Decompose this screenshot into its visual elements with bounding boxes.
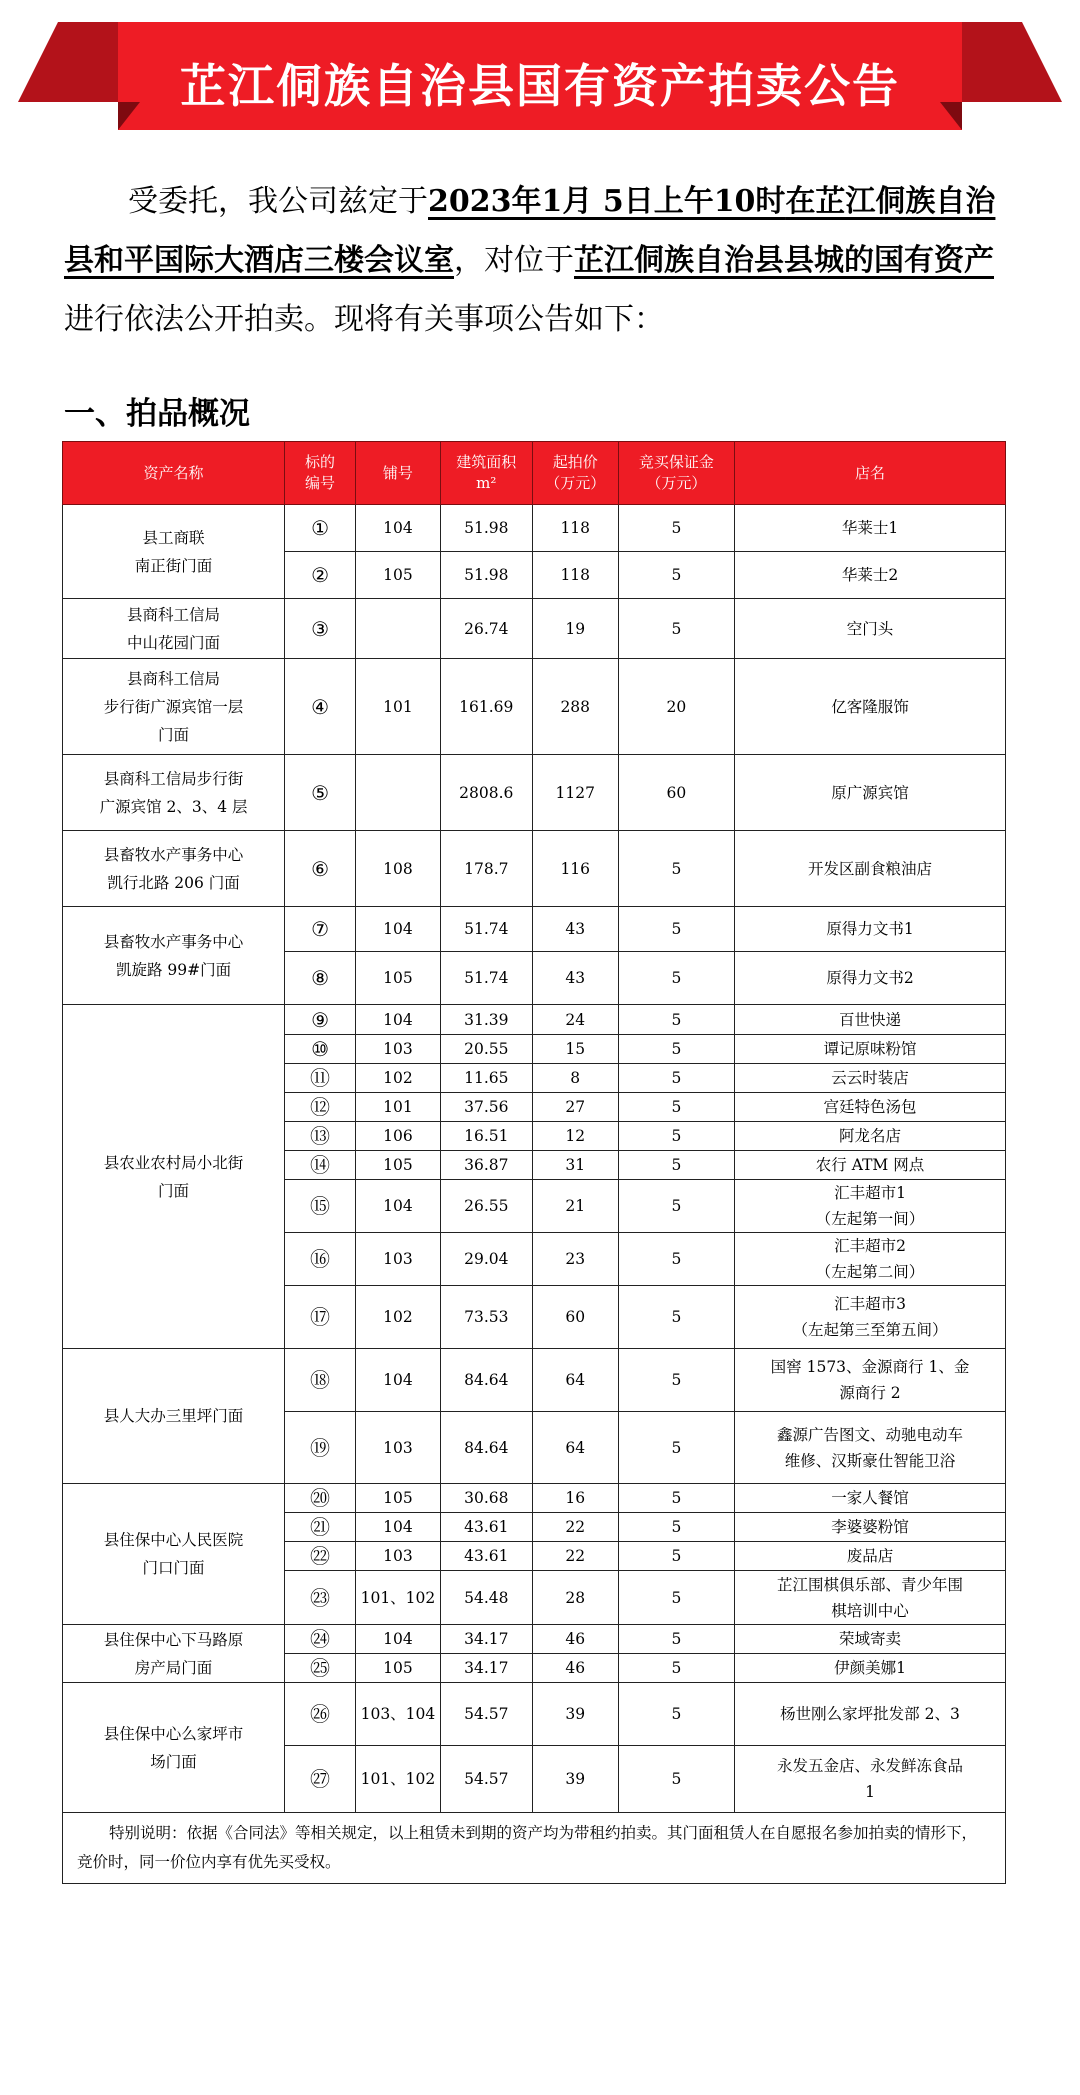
area-cell: 84.64	[440, 1349, 532, 1412]
store-name-cell: 农行 ATM 网点	[735, 1151, 1006, 1180]
shop-number-cell: 104	[356, 907, 441, 952]
asset-name-cell: 县商科工信局步行街 广源宾馆 2、3、4 层	[63, 755, 285, 831]
area-cell: 34.17	[440, 1625, 532, 1654]
auction-time: 2023年1月 5日上午10时	[428, 184, 786, 219]
lot-number-cell: ⑪	[285, 1064, 356, 1093]
starting-price-cell: 28	[532, 1571, 618, 1625]
lot-number-cell: ⑯	[285, 1233, 356, 1286]
store-name-cell: 芷江围棋俱乐部、青少年围 棋培训中心	[735, 1571, 1006, 1625]
deposit-cell: 5	[618, 1233, 734, 1286]
area-cell: 30.68	[440, 1484, 532, 1513]
area-cell: 161.69	[440, 659, 532, 755]
store-name-cell: 原得力文书1	[735, 907, 1006, 952]
store-name-cell: 国窖 1573、金源商行 1、金 源商行 2	[735, 1349, 1006, 1412]
area-cell: 34.17	[440, 1654, 532, 1683]
area-cell: 54.57	[440, 1683, 532, 1746]
table-row	[63, 659, 1006, 755]
starting-price-cell: 288	[532, 659, 618, 755]
store-name-cell: 阿龙名店	[735, 1122, 1006, 1151]
store-name-cell: 华莱士1	[735, 505, 1006, 552]
area-cell: 54.48	[440, 1571, 532, 1625]
starting-price-cell: 118	[532, 552, 618, 599]
shop-number-cell: 101、102	[356, 1571, 441, 1625]
lot-number-cell: ⑱	[285, 1349, 356, 1412]
area-cell: 16.51	[440, 1122, 532, 1151]
table-row	[63, 1625, 1006, 1654]
lot-number-cell: ⑥	[285, 831, 356, 907]
header-shop-no: 铺号	[356, 442, 441, 505]
starting-price-cell: 46	[532, 1625, 618, 1654]
intro-text: ，对位于	[454, 243, 574, 278]
deposit-cell: 5	[618, 1064, 734, 1093]
store-name-cell: 原得力文书2	[735, 952, 1006, 1005]
starting-price-cell: 22	[532, 1542, 618, 1571]
lot-number-cell: ⑫	[285, 1093, 356, 1122]
auction-table	[62, 441, 1006, 1884]
area-cell: 43.61	[440, 1513, 532, 1542]
starting-price-cell: 118	[532, 505, 618, 552]
store-name-cell: 空门头	[735, 599, 1006, 659]
starting-price-cell: 16	[532, 1484, 618, 1513]
lot-number-cell: ①	[285, 505, 356, 552]
deposit-cell: 5	[618, 1122, 734, 1151]
area-cell: 51.74	[440, 952, 532, 1005]
deposit-cell: 5	[618, 1286, 734, 1349]
lot-number-cell: ④	[285, 659, 356, 755]
title-banner	[0, 22, 1080, 130]
starting-price-cell: 19	[532, 599, 618, 659]
shop-number-cell: 104	[356, 1625, 441, 1654]
area-cell: 54.57	[440, 1746, 532, 1813]
shop-number-cell: 103	[356, 1542, 441, 1571]
starting-price-cell: 15	[532, 1035, 618, 1064]
deposit-cell: 5	[618, 1035, 734, 1064]
lot-number-cell: ⑩	[285, 1035, 356, 1064]
asset-name-cell: 县农业农村局小北街 门面	[63, 1005, 285, 1349]
store-name-cell: 永发五金店、永发鲜冻食品 1	[735, 1746, 1006, 1813]
asset-location: 芷江侗族自治县县城的国有资产	[574, 243, 994, 278]
header-lot: 标的 编号	[285, 442, 356, 505]
special-note: 特别说明：依据《合同法》等相关规定，以上租赁未到期的资产均为带租约拍卖。其门面租赁人在自愿报名参加拍卖的情形下，竞价时，同一价位内享有优先买受权。	[63, 1813, 1006, 1884]
deposit-cell: 5	[618, 907, 734, 952]
store-name-cell: 宫廷特色汤包	[735, 1093, 1006, 1122]
shop-number-cell: 105	[356, 1654, 441, 1683]
shop-number-cell: 105	[356, 1484, 441, 1513]
area-cell: 51.98	[440, 552, 532, 599]
shop-number-cell	[356, 599, 441, 659]
deposit-cell: 5	[618, 1005, 734, 1035]
starting-price-cell: 46	[532, 1654, 618, 1683]
starting-price-cell: 24	[532, 1005, 618, 1035]
table-row	[63, 505, 1006, 552]
deposit-cell: 5	[618, 1654, 734, 1683]
shop-number-cell: 108	[356, 831, 441, 907]
store-name-cell: 荣域寄卖	[735, 1625, 1006, 1654]
lot-number-cell: ㉖	[285, 1683, 356, 1746]
store-name-cell: 李婆婆粉馆	[735, 1513, 1006, 1542]
deposit-cell: 5	[618, 1746, 734, 1813]
lot-number-cell: ⑧	[285, 952, 356, 1005]
table-row	[63, 831, 1006, 907]
table-note-row	[63, 1813, 1006, 1884]
header-price: 起拍价 （万元）	[532, 442, 618, 505]
asset-name-cell: 县商科工信局 中山花园门面	[63, 599, 285, 659]
shop-number-cell: 101、102	[356, 1746, 441, 1813]
store-name-cell: 开发区副食粮油店	[735, 831, 1006, 907]
auction-venue: 在芷江侗族自治县和平国际大酒店三楼会议室	[64, 184, 996, 278]
store-name-cell: 谭记原味粉馆	[735, 1035, 1006, 1064]
store-name-cell: 华莱士2	[735, 552, 1006, 599]
store-name-cell: 杨世刚么家坪批发部 2、3	[735, 1683, 1006, 1746]
shop-number-cell: 105	[356, 552, 441, 599]
deposit-cell: 5	[618, 952, 734, 1005]
lot-number-cell: ⑬	[285, 1122, 356, 1151]
lot-number-cell: ㉔	[285, 1625, 356, 1654]
lot-number-cell: ㉓	[285, 1571, 356, 1625]
intro-paragraph	[64, 172, 1014, 349]
area-cell: 31.39	[440, 1005, 532, 1035]
lot-number-cell: ⑮	[285, 1180, 356, 1233]
area-cell: 43.61	[440, 1542, 532, 1571]
deposit-cell: 5	[618, 1151, 734, 1180]
asset-name-cell: 县人大办三里坪门面	[63, 1349, 285, 1484]
area-cell: 2808.6	[440, 755, 532, 831]
area-cell: 20.55	[440, 1035, 532, 1064]
lot-number-cell: ③	[285, 599, 356, 659]
area-cell: 36.87	[440, 1151, 532, 1180]
shop-number-cell: 103	[356, 1035, 441, 1064]
shop-number-cell: 102	[356, 1064, 441, 1093]
header-area: 建筑面积 m²	[440, 442, 532, 505]
header-store: 店名	[735, 442, 1006, 505]
table-row	[63, 907, 1006, 952]
lot-number-cell: ㉗	[285, 1746, 356, 1813]
area-cell: 37.56	[440, 1093, 532, 1122]
shop-number-cell: 105	[356, 1151, 441, 1180]
deposit-cell: 5	[618, 1625, 734, 1654]
lot-number-cell: ㉒	[285, 1542, 356, 1571]
intro-text: 进行依法公开拍卖。现将有关事项公告如下：	[64, 302, 664, 337]
lot-number-cell: ㉑	[285, 1513, 356, 1542]
shop-number-cell: 103	[356, 1233, 441, 1286]
starting-price-cell: 12	[532, 1122, 618, 1151]
table-row	[63, 1349, 1006, 1412]
store-name-cell: 废品店	[735, 1542, 1006, 1571]
table-row	[63, 1484, 1006, 1513]
store-name-cell: 汇丰超市2 （左起第二间）	[735, 1233, 1006, 1286]
deposit-cell: 5	[618, 1542, 734, 1571]
deposit-cell: 60	[618, 755, 734, 831]
store-name-cell: 汇丰超市3 （左起第三至第五间）	[735, 1286, 1006, 1349]
lot-number-cell: ②	[285, 552, 356, 599]
shop-number-cell: 104	[356, 1005, 441, 1035]
shop-number-cell: 102	[356, 1286, 441, 1349]
lot-number-cell: ⑰	[285, 1286, 356, 1349]
deposit-cell: 5	[618, 1571, 734, 1625]
table-row	[63, 1005, 1006, 1035]
area-cell: 178.7	[440, 831, 532, 907]
starting-price-cell: 8	[532, 1064, 618, 1093]
lot-number-cell: ⑤	[285, 755, 356, 831]
deposit-cell: 5	[618, 1093, 734, 1122]
shop-number-cell: 101	[356, 659, 441, 755]
store-name-cell: 一家人餐馆	[735, 1484, 1006, 1513]
store-name-cell: 原广源宾馆	[735, 755, 1006, 831]
lot-number-cell: ⑭	[285, 1151, 356, 1180]
asset-name-cell: 县住保中心人民医院 门口门面	[63, 1484, 285, 1625]
deposit-cell: 5	[618, 599, 734, 659]
header-asset: 资产名称	[63, 442, 285, 505]
table-header-row	[63, 442, 1006, 505]
table-row	[63, 599, 1006, 659]
section-heading: 一、拍品概况	[64, 396, 250, 432]
starting-price-cell: 39	[532, 1746, 618, 1813]
area-cell: 11.65	[440, 1064, 532, 1093]
shop-number-cell: 103	[356, 1412, 441, 1484]
store-name-cell: 伊颜美娜1	[735, 1654, 1006, 1683]
area-cell: 26.55	[440, 1180, 532, 1233]
lot-number-cell: ⑳	[285, 1484, 356, 1513]
lot-number-cell: ⑦	[285, 907, 356, 952]
store-name-cell: 鑫源广告图文、动驰电动车 维修、汉斯豪仕智能卫浴	[735, 1412, 1006, 1484]
deposit-cell: 20	[618, 659, 734, 755]
shop-number-cell: 104	[356, 1513, 441, 1542]
store-name-cell: 亿客隆服饰	[735, 659, 1006, 755]
area-cell: 84.64	[440, 1412, 532, 1484]
intro-text: 受委托，我公司兹定于	[128, 184, 428, 219]
area-cell: 73.53	[440, 1286, 532, 1349]
starting-price-cell: 60	[532, 1286, 618, 1349]
deposit-cell: 5	[618, 1349, 734, 1412]
starting-price-cell: 1127	[532, 755, 618, 831]
deposit-cell: 5	[618, 1484, 734, 1513]
asset-name-cell: 县畜牧水产事务中心 凯行北路 206 门面	[63, 831, 285, 907]
area-cell: 51.74	[440, 907, 532, 952]
deposit-cell: 5	[618, 505, 734, 552]
asset-name-cell: 县住保中心下马路原 房产局门面	[63, 1625, 285, 1683]
lot-number-cell: ㉕	[285, 1654, 356, 1683]
starting-price-cell: 21	[532, 1180, 618, 1233]
shop-number-cell: 105	[356, 952, 441, 1005]
starting-price-cell: 27	[532, 1093, 618, 1122]
starting-price-cell: 22	[532, 1513, 618, 1542]
deposit-cell: 5	[618, 1683, 734, 1746]
deposit-cell: 5	[618, 831, 734, 907]
asset-name-cell: 县畜牧水产事务中心 凯旋路 99#门面	[63, 907, 285, 1005]
shop-number-cell	[356, 755, 441, 831]
deposit-cell: 5	[618, 1180, 734, 1233]
deposit-cell: 5	[618, 552, 734, 599]
shop-number-cell: 104	[356, 1180, 441, 1233]
lot-number-cell: ⑨	[285, 1005, 356, 1035]
area-cell: 26.74	[440, 599, 532, 659]
table-row	[63, 1683, 1006, 1746]
store-name-cell: 汇丰超市1 （左起第一间）	[735, 1180, 1006, 1233]
starting-price-cell: 31	[532, 1151, 618, 1180]
area-cell: 51.98	[440, 505, 532, 552]
page-title: 芷江侗族自治县国有资产拍卖公告	[180, 59, 900, 113]
shop-number-cell: 103、104	[356, 1683, 441, 1746]
store-name-cell: 云云时装店	[735, 1064, 1006, 1093]
lot-number-cell: ⑲	[285, 1412, 356, 1484]
starting-price-cell: 39	[532, 1683, 618, 1746]
header-deposit: 竞买保证金 （万元）	[618, 442, 734, 505]
starting-price-cell: 23	[532, 1233, 618, 1286]
shop-number-cell: 101	[356, 1093, 441, 1122]
deposit-cell: 5	[618, 1412, 734, 1484]
shop-number-cell: 104	[356, 1349, 441, 1412]
starting-price-cell: 43	[532, 907, 618, 952]
starting-price-cell: 64	[532, 1349, 618, 1412]
starting-price-cell: 116	[532, 831, 618, 907]
shop-number-cell: 106	[356, 1122, 441, 1151]
asset-name-cell: 县住保中心么家坪市 场门面	[63, 1683, 285, 1813]
deposit-cell: 5	[618, 1513, 734, 1542]
table-row	[63, 755, 1006, 831]
starting-price-cell: 64	[532, 1412, 618, 1484]
asset-name-cell: 县商科工信局 步行街广源宾馆一层 门面	[63, 659, 285, 755]
asset-name-cell: 县工商联 南正街门面	[63, 505, 285, 599]
area-cell: 29.04	[440, 1233, 532, 1286]
store-name-cell: 百世快递	[735, 1005, 1006, 1035]
starting-price-cell: 43	[532, 952, 618, 1005]
shop-number-cell: 104	[356, 505, 441, 552]
